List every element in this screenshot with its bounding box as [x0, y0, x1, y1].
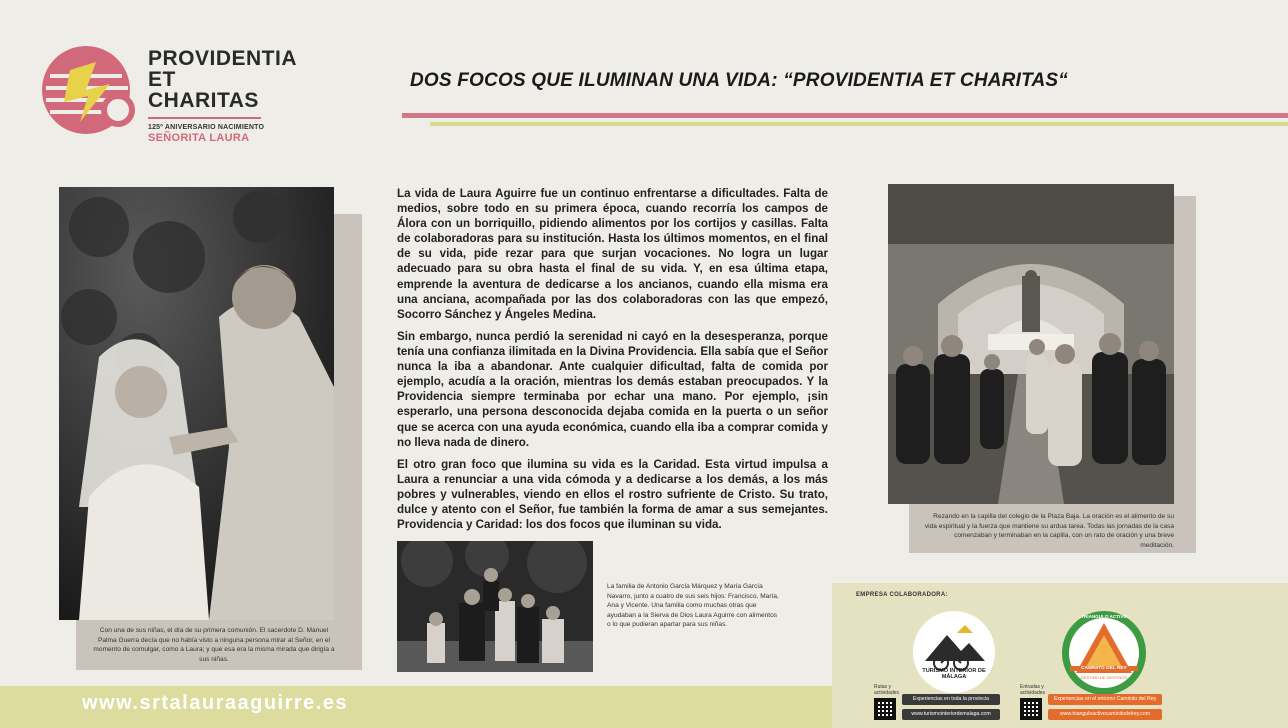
logo-line-3: CHARITAS [148, 89, 259, 112]
paragraph-1: La vida de Laura Aguirre fue un continuo enfrentarse a dificultades. Falta de medios, sobre todo en su primera época, cuando recorría los campos de Álora con un borriquillo, pidiendo alimentos por los cortijos y casillas. Falta de colaboradoras para su institución. Hasta los últimos momentos, en el final de su vida, pide rezar para que surjan vocaciones. No logra un lugar adecuado para su obra hasta el final de su vida. Y, en esa última etapa, emprende la aventura de dedicarse a los ancianos, cuando ella misma era una anciana, acompañada por las dos colaboradoras con las que empezó, Socorro Sánchez y Ángeles Medina. [397, 187, 828, 321]
turismo-logo-text: TURISMO INTERIOR DE MÁLAGA [922, 668, 986, 680]
logo-rule [148, 117, 261, 119]
logo-line-2: ET [148, 68, 176, 91]
page-title: DOS FOCOS QUE ILUMINAN UNA VIDA: “PROVIDENTIA ET CHARITAS“ [410, 70, 1068, 91]
family-photo-caption: La familia de Antonio García Márquez y María García Navarro, junto a cuatro de sus seis hijos: Francisco, María, Ana y Vicente. Una familia como muchas otras que ayudaban a la Sierva de Dios Laura Aguirre con alimentos o lo que pudieran apartar para sus niñas. [607, 583, 779, 629]
caminito-del-rey-logo [1062, 611, 1146, 695]
logo-line-1: PROVIDENTIA [148, 47, 298, 70]
collaborators-panel [832, 583, 1288, 728]
turismo-tagline: Experiencias en toda la provincia [902, 694, 1000, 705]
turismo-qr-code[interactable] [874, 698, 896, 720]
left-photo-caption: Con una de sus niñas, el día de su primera comunión. El sacerdote D. Manuel Palma Guerra decía que no había visto a ninguna persona mirar al Señor, en el momento de comulgar, como a Laura; y que esa era la misma mirada que dirigía a sus niñas. [93, 627, 335, 663]
caminito-qr-label: Entradas y actividades [1020, 684, 1046, 696]
website-url[interactable]: www.srtalauraaguirre.es [82, 692, 349, 714]
family-photo [397, 541, 593, 672]
title-stripe-yellow [430, 122, 1288, 126]
title-stripe-pink [402, 113, 1288, 118]
caminito-qr-code[interactable] [1020, 698, 1042, 720]
chapel-photo-caption: Rezando en la capilla del colegio de la Plaza Baja. La oración es el alimento de su vida espiritual y la fuerza que mantiene su ardua tarea. Todas las jornadas de la casa comenzaban y terminaban en la capilla, con un rato de oración y una breve meditación. [924, 513, 1174, 549]
providentia-logo-emblem [40, 44, 138, 136]
logo-subtitle: 125º ANIVERSARIO NACIMIENTO [148, 124, 265, 131]
collaborators-title: EMPRESA COLABORADORA: [856, 592, 948, 598]
chapel-photo [888, 184, 1174, 504]
turismo-url[interactable]: www.turismointeriordemalaga.com [902, 709, 1000, 720]
caminito-tagline: Experiencias en el entorno Caminito del Rey [1048, 694, 1162, 705]
paragraph-3: El otro gran foco que ilumina su vida es la Caridad. Esta virtud impulsa a Laura a renunciar a una vida cómoda y a dedicarse a los demás, a los más pobres y vulnerables, viendo en ellos el rostro sufriente de Cristo. Su trato, dulce y atento con el Señor, fue también la forma de amar a sus semejantes. Providencia y Caridad: los dos focos que iluminan su vida. [397, 458, 828, 532]
caminito-url[interactable]: www.trianguloactivocaminitodelrey.com [1048, 709, 1162, 720]
caminito-logo-top: TRIÁNGULO ACTIVO [1081, 614, 1127, 619]
caminito-logo-name: CAMINITO DEL REY [1070, 666, 1138, 671]
communion-photo [59, 187, 334, 620]
paragraph-2: Sin embargo, nunca perdió la serenidad ni cayó en la desesperanza, porque tenía una confianza ilimitada en la Divina Providencia. Ella sabía que el Señor nunca la iba a abandonar. Ante cualquier dificultad, falta de comida por ejemplo, acudía a la oración, mientras los demás estaban preocupados. Y la Providencia siempre terminaba por echar una mano. Por ejemplo, ¡sin esperarlo, una persona desconocida dejaba comida en la puerta o un señor que se acerca con una ayuda económica, cuando ella iba a comprar comida y no lleva nada de dinero. [397, 330, 828, 449]
turismo-qr-label: Rutas y actividades [874, 684, 900, 696]
logo-name: SEÑORITA LAURA [148, 132, 250, 144]
turismo-interior-logo [913, 611, 995, 693]
caminito-logo-sub: DESTINO DE DESTINOS [1080, 675, 1127, 680]
